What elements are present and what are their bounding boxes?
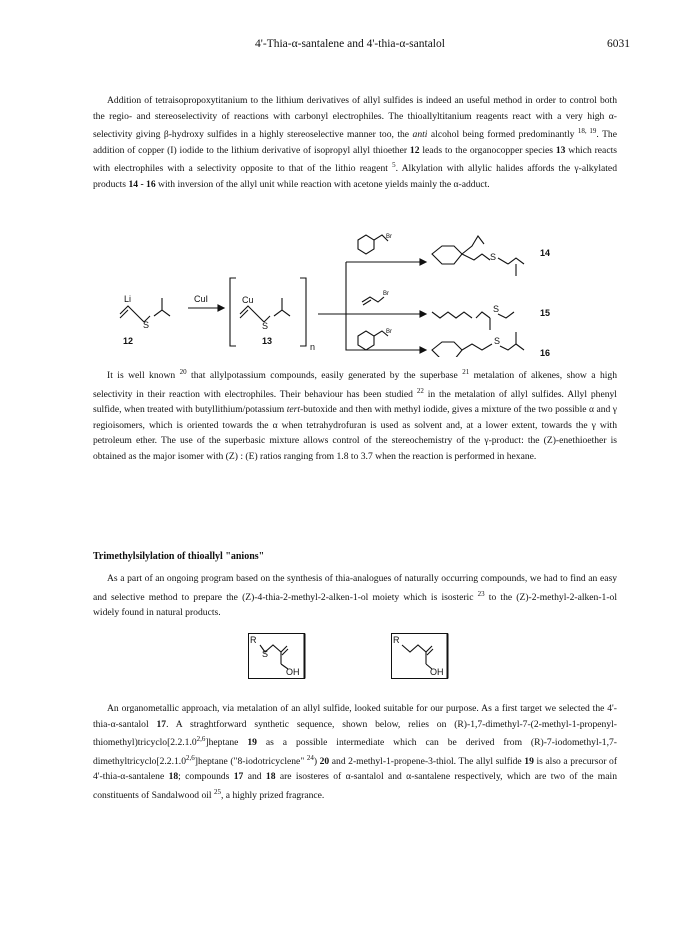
text: ) bbox=[313, 755, 318, 767]
text: with inversion of the allyl unit while reaction with acetone yields mainly the α-adduct. bbox=[158, 178, 490, 190]
compound-number: 18 bbox=[168, 771, 179, 783]
citation: 25 bbox=[213, 787, 221, 796]
svg-text:Br: Br bbox=[383, 291, 389, 297]
svg-text:Br: Br bbox=[386, 234, 392, 240]
alkenol-structure bbox=[392, 634, 448, 679]
moiety-structures bbox=[248, 633, 468, 681]
text: ; compounds bbox=[178, 771, 230, 783]
r-group-label: R bbox=[393, 635, 400, 645]
lithium-label: Li bbox=[124, 294, 132, 304]
citation: 21 bbox=[462, 368, 470, 376]
compound-number: 19 bbox=[247, 737, 257, 749]
compound-number: 18 bbox=[265, 771, 276, 783]
text: and bbox=[247, 771, 262, 783]
citation: 18, 19 bbox=[577, 127, 597, 135]
sulfur-label: S bbox=[493, 304, 500, 314]
text: An organometallic approach, via metalation of an allyl sulfide, looked suitable for our purpose. As a first target we selected the 4'-thia-α-santalol bbox=[93, 703, 617, 730]
compound-label-16: 16 bbox=[540, 348, 551, 357]
text: ]heptane bbox=[205, 737, 239, 749]
svg-text:Br: Br bbox=[386, 329, 392, 335]
product-16-structure bbox=[432, 332, 550, 357]
product-14-structure bbox=[432, 236, 550, 276]
compound-number: 12 bbox=[409, 144, 420, 156]
text: . A straghtforward synthetic sequence, shown below, relies on (R)-1,7-dimethyl-7-(2-methyl-1-propenyl-thiomethyl)tricyclo[2.2.1.0 bbox=[93, 718, 617, 749]
citation: 5 bbox=[392, 161, 396, 170]
text: to the (Z)-2-methyl-2-alken-1-ol widely found in natural products. bbox=[93, 591, 617, 619]
paragraph-allylpotassium bbox=[93, 365, 617, 464]
compound-label-15: 15 bbox=[540, 308, 551, 318]
superscript: 2,6 bbox=[196, 735, 206, 743]
arrow-head bbox=[218, 305, 224, 311]
thia-alkenol-structure bbox=[249, 634, 305, 679]
copper-label: Cu bbox=[242, 295, 254, 305]
compound-number: 17 bbox=[156, 718, 167, 730]
text: in the metalation of allyl sulfides. Allyl phenyl sulfide, when treated with butyllithium/potassium bbox=[93, 388, 617, 416]
section-heading: Trimethylsilylation of thioallyl "anions" bbox=[93, 551, 265, 562]
sulfur-label: S bbox=[262, 649, 269, 659]
text: are isosteres of α-santalol and α-santalene respectively, which are two of the main constituents of Sandalwood oil bbox=[93, 771, 617, 802]
text: leads to the organocopper species bbox=[422, 144, 553, 156]
compound-label-14: 14 bbox=[540, 248, 551, 258]
running-header bbox=[70, 38, 630, 54]
sulfur-label: S bbox=[494, 336, 501, 346]
compound-label-13: 13 bbox=[262, 336, 273, 346]
text-italic: anti bbox=[412, 129, 428, 141]
reaction-scheme bbox=[90, 232, 590, 357]
page-number: 6031 bbox=[607, 38, 630, 50]
text: which reacts with electrophiles with a selectivity opposite to that of the lithio reagent bbox=[93, 144, 617, 175]
compound-12-structure bbox=[120, 294, 170, 346]
citation: 24 bbox=[306, 753, 314, 762]
r-group-label: R bbox=[250, 635, 257, 645]
compound-number: 14 - 16 bbox=[128, 178, 156, 190]
text: alcohol being formed predominantly bbox=[430, 129, 575, 141]
reagent-cui: CuI bbox=[194, 294, 209, 304]
electrophile-cyclohexenyl-bromide bbox=[358, 234, 392, 254]
product-15-structure bbox=[432, 304, 550, 330]
compound-number: 13 bbox=[555, 144, 566, 156]
text: It is well known bbox=[107, 370, 176, 382]
text: . The addition of copper (I) iodide to the lithium derivative of isopropyl allyl thioether bbox=[93, 129, 617, 156]
hydroxyl-label: OH bbox=[430, 667, 444, 677]
citation: 22 bbox=[416, 386, 424, 395]
hydroxyl-label: OH bbox=[286, 667, 300, 677]
superscript: 2,6 bbox=[186, 753, 195, 762]
citation: 23 bbox=[477, 589, 485, 598]
compound-number: 17 bbox=[233, 771, 244, 783]
compound-label-12: 12 bbox=[123, 336, 134, 346]
text: as a possible intermediate which can be derived from (R)-7-iodomethyl-1,7-dimethyltricyclo[2.2.1.0 bbox=[93, 737, 617, 767]
paragraph-trimethylsilylation bbox=[93, 571, 617, 621]
paragraph-titanium bbox=[93, 93, 617, 192]
text: that allylpotassium compounds, easily generated by the superbase bbox=[191, 370, 458, 382]
running-title: 4'-Thia-α-santalene and 4'-thia-α-santalol bbox=[255, 38, 445, 50]
text: Addition of tetraisopropoxytitanium to the lithium derivatives of allyl sulfides is indeed an useful method in order to control both the regio- and stereoselectivity of reactions with carbonyl electrophiles. The thioallyltitanium reagents react with a very high α-selectivity giving β-hydroxy sulfides in a highly stereoselective manner too, the bbox=[93, 95, 617, 141]
text: . Alkylation with allylic halides affords the γ-alkylated products bbox=[93, 163, 617, 190]
text-italic: tert bbox=[286, 404, 301, 416]
sulfur-label: S bbox=[490, 252, 497, 262]
text: , a highly prized fragrance. bbox=[220, 790, 325, 802]
text: -butoxide and then with methyl iodide, gives a mixture of the two possible α and γ regioisomers, which is oriented towards the α when tetrahydrofuran is used as solvent and, at a lower extent, towards the γ with petroleum ether. The use of the superbasic mixture allows control of the stereochemistry of the γ-product: the (Z)-enethioether is obtained as the major isomer with (Z) : (E) ratios ranging from 1.8 to 3.7 when the reaction is performed in hexane. bbox=[93, 404, 617, 462]
text: and 2-methyl-1-propene-3-thiol. The allyl sulfide bbox=[331, 755, 522, 767]
compound-13-structure bbox=[230, 278, 315, 352]
text: metalation of alkenes, show a high selectivity in their reaction with electrophiles. Their behaviour has been studied bbox=[93, 370, 618, 400]
polymer-index: n bbox=[310, 342, 316, 352]
paragraph-organometallic bbox=[93, 701, 617, 804]
sulfur-label: S bbox=[143, 320, 150, 330]
compound-number: 19 bbox=[524, 755, 534, 767]
citation: 20 bbox=[179, 368, 187, 376]
text: is also a precursor of 4'-thia-α-santalene bbox=[93, 755, 618, 783]
sulfur-label: S bbox=[262, 321, 269, 331]
text: ]heptane ("8-iodotricyclene" bbox=[194, 755, 305, 767]
compound-number: 20 bbox=[319, 755, 330, 767]
electrophile-allyl-bromide bbox=[362, 291, 389, 305]
text: As a part of an ongoing program based on the synthesis of thia-analogues of naturally occurring compounds, we had to find an easy and selective method to prepare the (Z)-4-thia-2-methyl-2-alken-1-ol moiety which is isosteric bbox=[93, 573, 617, 603]
electrophile-methylcyclohexenyl-bromide bbox=[358, 329, 392, 350]
